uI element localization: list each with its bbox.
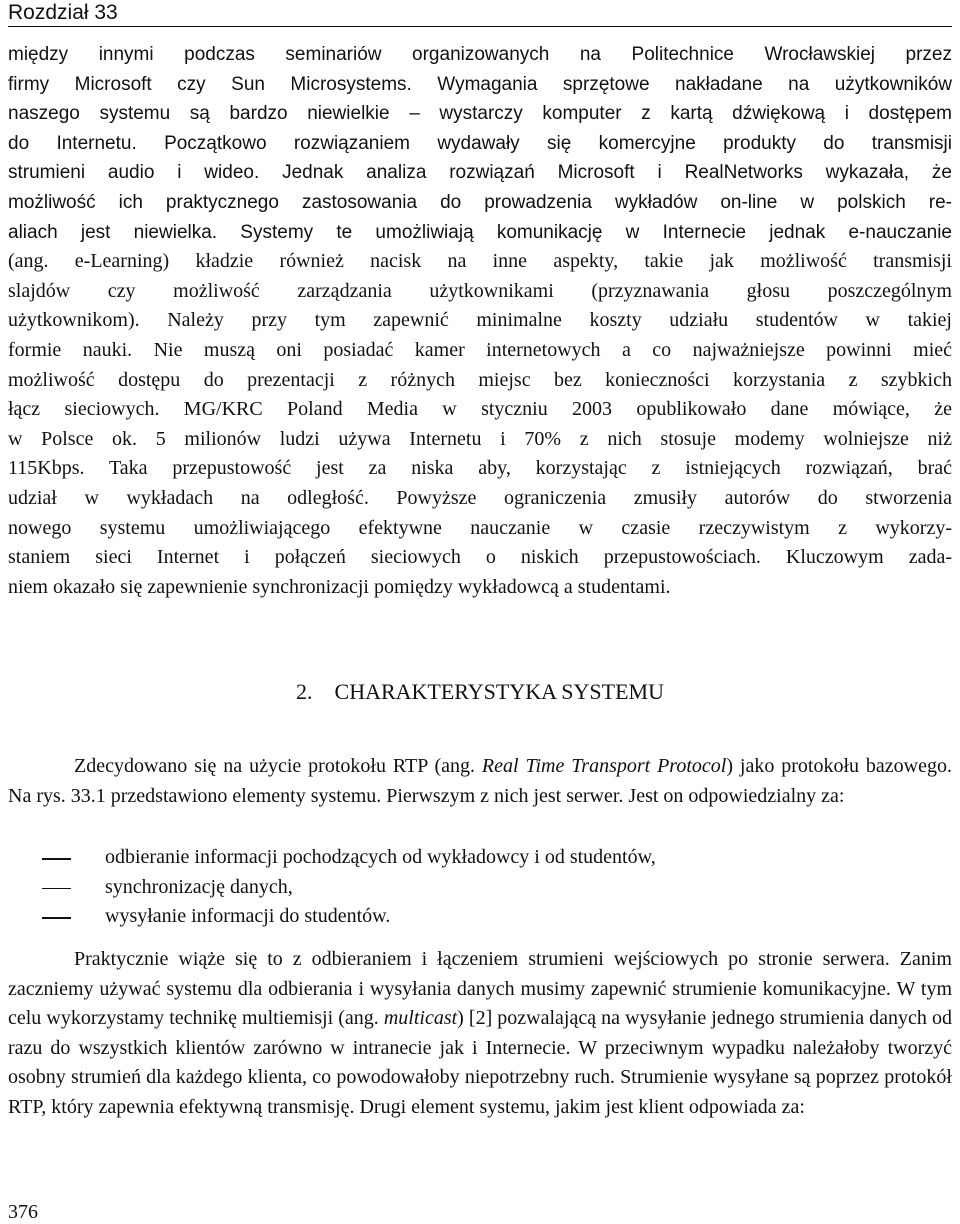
section-title: CHARAKTERYSTYKA SYSTEMU <box>334 679 664 704</box>
text-line: (ang. e-Learning) kładzie również nacisk na inne aspekty, takie jak możliwość transmisji <box>8 250 952 273</box>
paragraph-text: ) [2] pozwalającą na wysyłanie jednego strumienia danych od razu do wszystkich klientów zarówno w intranecie jak i Internecie. W przeciwnym wypadku należałoby tworzyć osobny strumień dla każdego klienta, co powodowałoby niepotrzebny ruch. Strumienie wysyłane są poprzez protokół RTP, który zapewnia efektywną transmisję. Drugi element systemu, jakim jest klient odpowiada za: <box>8 1007 952 1118</box>
text-line: między innymi podczas seminariów organizowanych na Politechnice Wrocławskiej przez <box>8 44 952 65</box>
text-line: slajdów czy możliwość zarządzania użytkownikami (przyznawania głosu poszczególnym <box>8 279 952 302</box>
server-responsibilities-list <box>8 843 952 932</box>
paragraph-protocol <box>8 752 952 811</box>
list-item: synchronizację danych, <box>8 873 952 903</box>
paragraph-text: Zdecydowano się na użycie protokołu RTP (ang. <box>74 755 482 777</box>
text-line: udział w wykładach na odległość. Powyższe ograniczenia zmusiły autorów do stworzenia <box>8 486 952 509</box>
text-line: aliach jest niewielka. Systemy te umożliwiają komunikację w Internecie jednak e-nauczanie <box>8 221 952 243</box>
section-number: 2. <box>296 679 313 704</box>
text-line: firmy Microsoft czy Sun Microsystems. Wymagania sprzętowe nakładane na użytkowników <box>8 73 952 95</box>
text-line: nowego systemu umożliwiającego efektywne nauczanie w czasie rzeczywistym z wykorzy- <box>8 516 952 539</box>
text-line: możliwość dostępu do prezentacji z różnych miejsc bez konieczności korzystania z szybkich <box>8 368 952 391</box>
text-line: możliwość ich praktycznego zastosowania do prowadzenia wykładów on-line w polskich re- <box>8 191 952 213</box>
text-line: w Polsce ok. 5 milionów ludzi używa Internetu i 70% z nich stosuje modemy wolniejsze niż <box>8 427 952 450</box>
multicast-term: multicast <box>383 1007 458 1030</box>
list-item: wysyłanie informacji do studentów. <box>8 902 952 932</box>
text-line: 115Kbps. Taka przepustowość jest za niska aby, korzystając z istniejących rozwiązań, brać <box>8 457 952 480</box>
text-line: strumieni audio i wideo. Jednak analiza rozwiązań Microsoft i RealNetworks wykazała, że <box>8 162 952 184</box>
text-line: naszego systemu są bardzo niewielkie – wystarczy komputer z kartą dźwiękową i dostępem <box>8 103 952 125</box>
text-line: użytkownikom). Należy przy tym zapewnić minimalne koszty udziału studentów w takiej <box>8 309 952 332</box>
text-line: staniem sieci Internet i połączeń sieciowych o niskich przepustowościach. Kluczowym zada- <box>8 546 952 569</box>
text-line: do Internetu. Początkowo rozwiązaniem wydawały się komercyjne produkty do transmisji <box>8 132 952 154</box>
text-line: niem okazało się zapewnienie synchronizacji pomiędzy wykładowcą a studentami. <box>8 575 671 598</box>
chapter-header <box>8 0 952 27</box>
section-heading <box>0 672 960 712</box>
list-item: odbieranie informacji pochodzących od wykładowcy i od studentów, <box>8 843 952 873</box>
text-line: formie nauki. Nie muszą oni posiadać kamer internetowych a co najważniejsze powinni mieć <box>8 338 952 361</box>
paragraph-text: ) jako protokołu bazowego. Na rys. 33.1 przedstawiono elementy systemu. Pierwszym z nich jest serwer. Jest on odpowiedzialny za: <box>8 755 952 807</box>
protocol-name: Real Time Transport Protocol <box>481 755 727 777</box>
paragraph-text: Praktycznie wiąże się to z odbieraniem i łączeniem strumieni wejściowych po stronie serwera. Zanim zaczniemy używać systemu dla odbierania i wysyłania danych musimy zapewnić strumienie komunikacyjne. W tym celu wykorzystamy technikę multiemisji (ang. <box>8 948 952 1030</box>
paragraph-multicast <box>8 945 952 1123</box>
chapter-title: Rozdział 33 <box>8 1 118 24</box>
text-line: łącz sieciowych. MG/KRC Poland Media w styczniu 2003 opublikowało dane mówiące, że <box>8 398 952 421</box>
page-number: 376 <box>8 1201 38 1223</box>
paragraph-intro <box>8 40 952 602</box>
